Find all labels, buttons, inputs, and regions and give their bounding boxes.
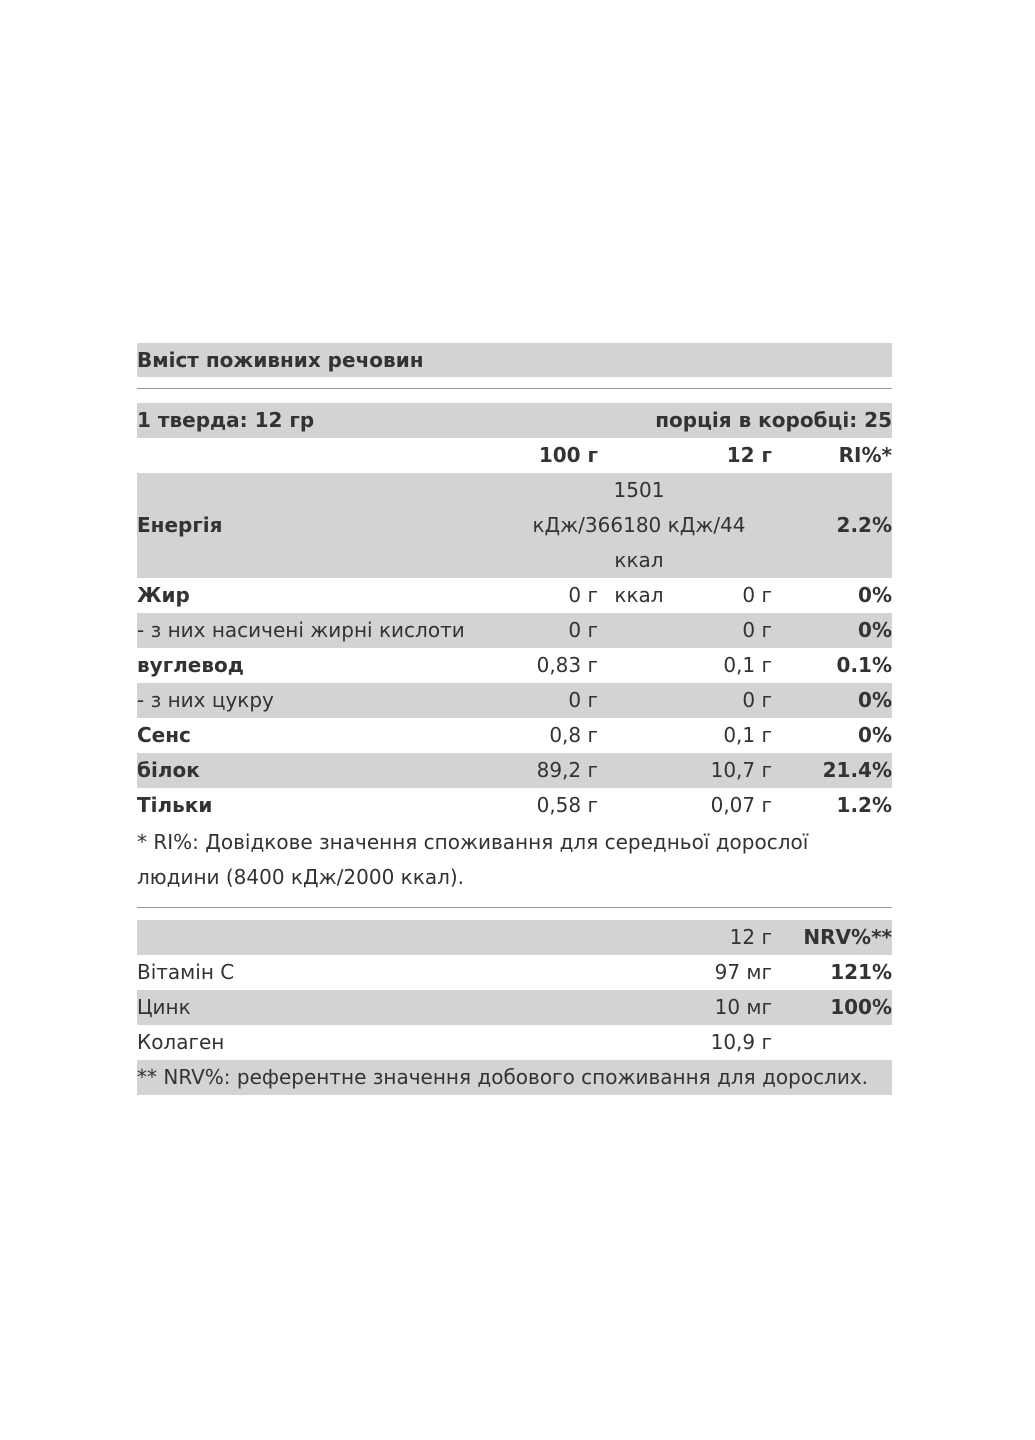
column-header-row bbox=[137, 438, 892, 473]
nutrient-per12: 0,1 г bbox=[723, 723, 772, 747]
energy-value-line: кДж/366180 кДж/44 ккал bbox=[532, 513, 746, 572]
nutrient-label: Сенс bbox=[137, 723, 191, 747]
energy-value-line: ккал bbox=[614, 583, 664, 607]
nutrient-per12: 0,07 г bbox=[710, 793, 772, 817]
nutrient-per100: 0 г bbox=[568, 583, 598, 607]
nutrient-row bbox=[137, 648, 892, 683]
vitamin-label: Колаген bbox=[137, 1030, 225, 1054]
page-title: Вміст поживних речовин bbox=[137, 348, 424, 372]
nutrient-label: - з них насичені жирні кислоти bbox=[137, 618, 465, 642]
vitamin-nrv: 100% bbox=[830, 995, 892, 1019]
energy-label: Енергія bbox=[137, 513, 223, 537]
column-header-ri: RI%* bbox=[838, 443, 892, 467]
servings-per-box: порція в коробці: 25 bbox=[655, 408, 892, 432]
serving-size: 1 тверда: 12 гр bbox=[137, 408, 315, 432]
energy-value-line: 1501 bbox=[613, 478, 665, 502]
vitamin-amount: 10 мг bbox=[714, 995, 772, 1019]
nutrient-ri: 0% bbox=[858, 583, 892, 607]
nutrient-per100: 0,58 г bbox=[536, 793, 598, 817]
vitamin-amount: 10,9 г bbox=[710, 1030, 772, 1054]
nutrient-per12: 0 г bbox=[742, 583, 772, 607]
nutrient-ri: 0% bbox=[858, 688, 892, 712]
nutrient-per100: 0 г bbox=[568, 618, 598, 642]
nutrient-per12: 0 г bbox=[742, 688, 772, 712]
nutrient-per12: 0,1 г bbox=[723, 653, 772, 677]
nutrient-label: - з них цукру bbox=[137, 688, 274, 712]
vitamin-header-amount: 12 г bbox=[729, 925, 772, 949]
vitamin-label: Вітамін С bbox=[137, 960, 235, 984]
nutrient-label: Тільки bbox=[137, 793, 213, 817]
nutrient-ri: 21.4% bbox=[822, 758, 892, 782]
vitamin-row bbox=[137, 955, 892, 990]
nutrient-per100: 0,83 г bbox=[536, 653, 598, 677]
nutrient-row bbox=[137, 683, 892, 718]
nutrient-per12: 10,7 г bbox=[710, 758, 772, 782]
nutrient-row bbox=[137, 788, 892, 823]
vitamin-row bbox=[137, 1025, 892, 1060]
nutrient-ri: 0.1% bbox=[836, 653, 892, 677]
vitamin-label: Цинк bbox=[137, 995, 191, 1019]
nutrient-ri: 1.2% bbox=[836, 793, 892, 817]
nutrient-row bbox=[137, 718, 892, 753]
nutrient-per100: 0,8 г bbox=[549, 723, 598, 747]
vitamin-row bbox=[137, 990, 892, 1025]
nutrient-label: Жир bbox=[137, 583, 190, 607]
vitamin-header-row bbox=[137, 920, 892, 955]
column-header-100g: 100 г bbox=[538, 443, 598, 467]
nutrient-per12: 0 г bbox=[742, 618, 772, 642]
title-row bbox=[137, 343, 892, 377]
energy-ri: 2.2% bbox=[836, 513, 892, 537]
ri-footnote-line: людини (8400 кДж/2000 ккал). bbox=[137, 865, 465, 889]
nutrient-label: вуглевод bbox=[137, 653, 244, 677]
nutrient-row bbox=[137, 753, 892, 788]
nutrient-label: білок bbox=[137, 758, 200, 782]
ri-footnote-line: * RI%: Довідкове значення споживання для середньої дорослої bbox=[137, 830, 809, 854]
serving-row bbox=[137, 403, 892, 438]
nutrient-per100: 89,2 г bbox=[536, 758, 598, 782]
nutrient-ri: 0% bbox=[858, 618, 892, 642]
nutrition-panel bbox=[137, 343, 892, 1095]
vitamin-amount: 97 мг bbox=[714, 960, 772, 984]
ri-footnote bbox=[137, 823, 892, 895]
nutrient-row bbox=[137, 578, 892, 613]
vitamin-header-nrv: NRV%** bbox=[803, 925, 892, 949]
nutrient-per100: 0 г bbox=[568, 688, 598, 712]
vitamin-nrv: 121% bbox=[830, 960, 892, 984]
nutrient-row bbox=[137, 613, 892, 648]
column-header-12g: 12 г bbox=[726, 443, 772, 467]
nutrient-ri: 0% bbox=[858, 723, 892, 747]
nrv-footnote: ** NRV%: референтне значення добового споживання для дорослих. bbox=[137, 1060, 892, 1095]
